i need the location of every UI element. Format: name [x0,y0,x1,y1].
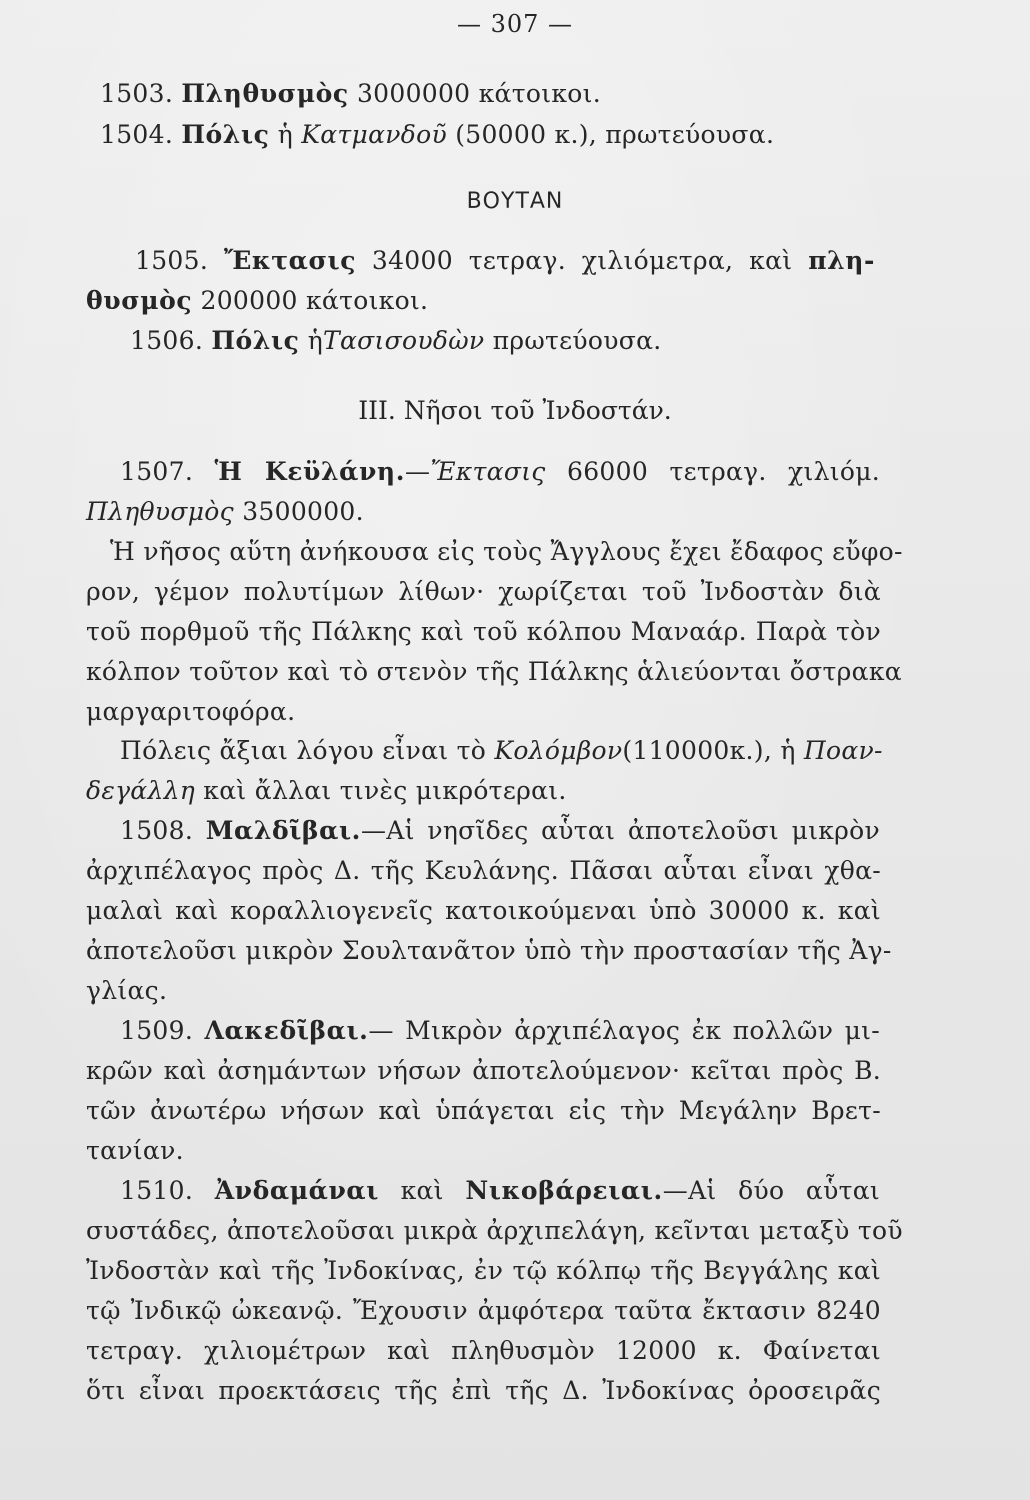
entry-title: Μαλδῖβαι. [205,816,361,845]
entry-number: 1507. [120,457,194,486]
entry-text: —Αἱ νησῖδες αὗται ἀποτελοῦσι μικρὸν [360,816,880,845]
paragraph-line: κρῶν καὶ ἀσημάντων νήσων ἀποτελούμενον· κεῖται πρὸς Β. [86,1056,881,1085]
entry-number: 1506. [130,326,204,355]
entry-title: Λακεδῖβαι. [204,1016,369,1045]
entry-italic: Ἔκτασις [430,457,546,486]
entry-text: 34000 τετραγ. χιλιόμετρα, καὶ [356,246,809,275]
paragraph-line: κόλπον τοῦτον καὶ τὸ στενὸν τῆς Πάλκης ἁλιεύονται ὄστρακα [86,657,902,686]
entry-number: 1504. [100,120,174,149]
entry-text: ἡ [299,326,323,355]
paragraph-line: συστάδες, ἀποτελοῦσαι μικρὰ ἀρχιπελάγη, κεῖνται μεταξὺ τοῦ [86,1216,903,1245]
entry-text: πρωτεύουσα. [484,326,662,355]
paragraph-line: Ἰνδοστὰν καὶ τῆς Ἰνδοκίνας, ἐν τῷ κόλπῳ τῆς Βεγγάλης καὶ [86,1256,881,1285]
entry-1504 [100,119,900,151]
entry-text: 3500000. [233,497,364,526]
entry-1508 [120,815,880,847]
paragraph-line: Ἡ νῆσος αὕτη ἀνήκουσα εἰς τοὺς Ἄγγλους ἔχει ἔδαφος εὔφο- [110,537,903,566]
entry-title: Ἀνδαμάναι [214,1176,379,1205]
entry-1507-cities-line2 [86,775,886,807]
entry-text: 3000000 κάτοικοι. [348,79,601,108]
entry-text: (110000κ.), ἡ [622,736,804,765]
entry-text: Πόλεις ἄξιαι λόγου εἶναι τὸ [120,736,495,765]
section-heading-butan: ΒΟΥΤΑΝ [466,189,564,214]
entry-italic: Πληθυσμὸς [86,497,234,526]
paragraph-line: μαλαὶ καὶ κοραλλιογενεῖς κατοικούμεναι ὑπὸ 30000 κ. καὶ [86,896,881,925]
entry-text: ἡ [269,120,302,149]
entry-1507-line2 [86,496,886,528]
entry-title: Πληθυσμὸς [181,79,349,108]
entry-number: 1508. [120,816,194,845]
entry-1506 [130,325,930,357]
paragraph-line: ἀρχιπέλαγος πρὸς Δ. τῆς Κευλάνης. Πᾶσαι αὗται εἶναι χθα- [86,856,881,885]
paragraph-line: γλίας. [86,976,168,1005]
entry-number: 1503. [100,79,174,108]
paragraph-line: τοῦ πορθμοῦ τῆς Πάλκης καὶ τοῦ κόλπου Μαναάρ. Παρὰ τὸν [86,617,881,646]
paragraph-line: τανίαν. [86,1136,184,1165]
entry-text: 200000 κάτοικοι. [192,286,429,315]
entry-italic: Τασισουδὼν [323,326,485,355]
paragraph-line: τῶν ἀνωτέρω νήσων καὶ ὑπάγεται εἰς τὴν Μεγάλην Βρετ- [86,1096,881,1125]
entry-text: —Αἱ δύο αὗται [662,1176,881,1205]
paragraph-line: ρον, γέμον πολυτίμων λίθων· χωρίζεται τοῦ Ἰνδοστὰν διὰ [86,577,881,606]
entry-text: 66000 τετραγ. χιλιόμ. [545,457,880,486]
entry-1507-cities [120,735,883,767]
entry-1503 [100,78,900,110]
entry-italic: Κολόμβον [494,736,623,765]
entry-text: — Μικρὸν ἀρχιπέλαγος ἐκ πολλῶν μι- [368,1016,880,1045]
entry-number: 1505. [135,246,209,275]
entry-1505 [135,245,875,277]
entry-number: 1509. [120,1016,194,1045]
entry-dash: — [405,457,431,486]
entry-italic: δεγάλλη [86,776,196,805]
entry-title: Πόλις [211,326,300,355]
entry-title: θυσμὸς [86,286,193,315]
paragraph-line: ὅτι εἶναι προεκτάσεις τῆς ἐπὶ τῆς Δ. Ἰνδοκίνας ὀροσειρᾶς [86,1376,881,1405]
paragraph-line: μαργαριτοφόρα. [86,697,296,726]
paragraph-line: τετραγ. χιλιομέτρων καὶ πληθυσμὸν 12000 κ. Φαίνεται [86,1336,881,1365]
page-number: — 307 — [456,10,574,38]
entry-title: Ἡ Κεϋλάνη. [214,457,405,486]
entry-1509 [120,1015,880,1047]
entry-title-continued: πλη- [808,246,875,275]
entry-1505-line2 [86,285,886,317]
entry-text: καὶ [378,1176,466,1205]
entry-text: (50000 κ.), πρωτεύουσα. [446,120,775,149]
entry-title-continued: Νικοβάρειαι. [465,1176,663,1205]
entry-number: 1510. [120,1176,194,1205]
entry-text: καὶ ἄλλαι τινὲς μικρότεραι. [195,776,567,805]
paragraph-line: ἀποτελοῦσι μικρὸν Σουλτανᾶτον ὑπὸ τὴν προστασίαν τῆς Ἀγ- [86,936,892,965]
paragraph-line: τῷ Ἰνδικῷ ὠκεανῷ. Ἔχουσιν ἀμφότερα ταῦτα ἔκτασιν 8240 [86,1296,881,1325]
entry-1510 [120,1175,880,1207]
section-heading-islands: ΙΙΙ. Νῆσοι τοῦ Ἰνδοστάν. [358,396,672,425]
entry-1507 [120,456,880,488]
entry-italic: Ποαν- [803,736,883,765]
entry-title: Ἔκτασις [223,246,357,275]
entry-title: Πόλις [181,120,270,149]
entry-italic: Κατμανδοῦ [301,120,447,149]
